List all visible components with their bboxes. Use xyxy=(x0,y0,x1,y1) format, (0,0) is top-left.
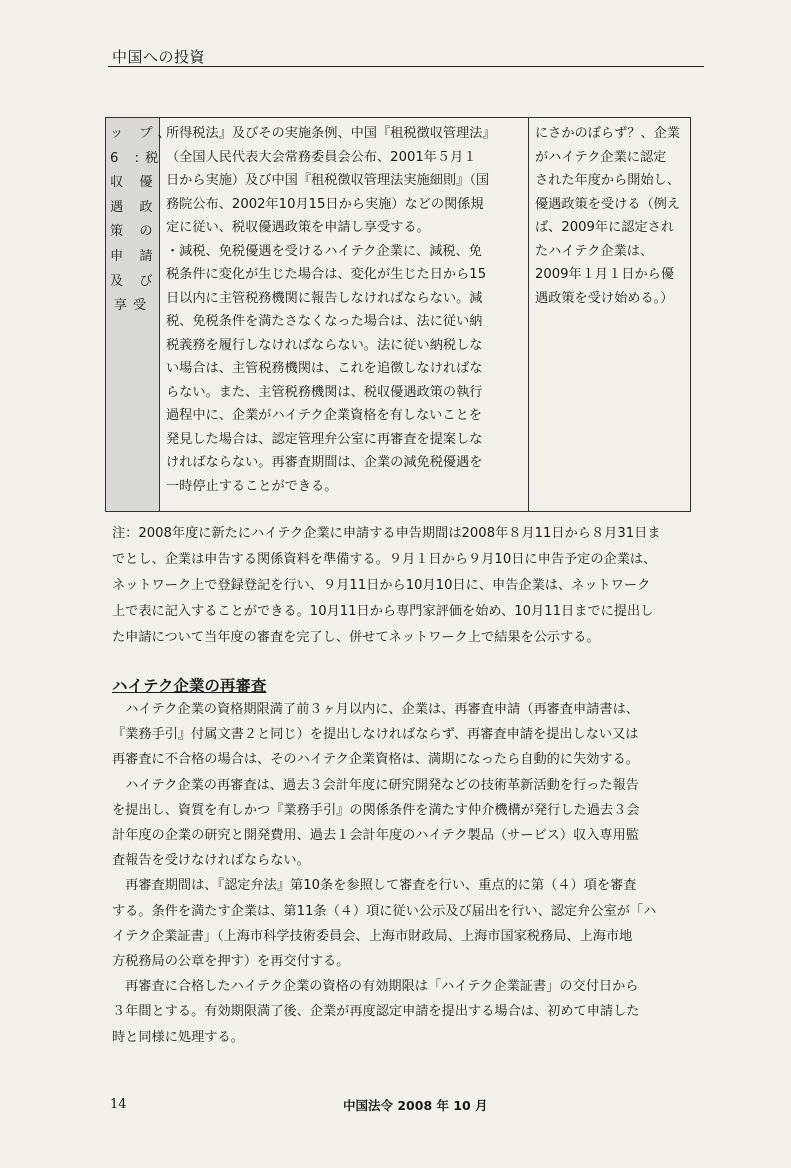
content-text: 所得税法』及びその実施条例、中国『租税徴収管理法』 （全国人民代表大会常務委員会公布、2001年５月１ 日から実施）及び中国『租税徴収管理法実施細則』（国 務院公布、2002年10月15日から実施）などの関係規 定に従い、税収優遇政策を申請し享受する。 ・減税、免税優遇を受けるハイテク企業に、減税、免 税条件に変化が生じた場合は、変化が生じた日から15 日以内に主管税務機関に報告しなければならない。減 税、免税条件を満たさなくなった場合は、法に従い納 税義務を履行しなければならない。法に従い納税しな い場合は、主管税務機関は、これを追徴しなければな らない。また、主管税務機関は、税収優遇政策の執行 過程中に、企業がハイテク企業資格を有しないことを 発見した場合は、認定管理弁公室に再審査を提案しな ければならない。再審査期間は、企業の減免税優遇を 一時停止することができる。 xyxy=(166,126,496,494)
category-line: 収 優 xyxy=(110,175,159,191)
section-body: ハイテク企業の資格期限満了前３ヶ月以内に、企業は、再審査申請（再審査申請書は、 『業務手引』付属文書２と同じ）を提出しなければならず、再審査申請を提出しない又は 再審査に不合格の場合は、そのハイテク企業資格は、満期になったら自動的に失効する。 ハイテク企業の再審査は、過去３会計年度に研究開発などの技術革新活動を行った報告 を提出し、資質を有しかつ『業務手引』の関係条件を満たす仲介機構が発行した過去３会 計年度の企業の研究と開発費用、過去１会計年度のハイテク製品（サービス）収入専用監 査報告を受けなければならない。 再審査期間は、『認定弁法』第10条を参照して審査を行い、重点的に第（４）項を審査 する。条件を満たす企業は、第11条（４）項に従い公示及び届出を行い、認定弁公室が「ハ イテク企業証書」（上海市科学技術委員会、上海市財政局、上海市国家税務局、上海市地 方税務局の公章を押す）を再交付する。 再審査に合格したハイテク企業の資格の有効期限は「ハイテク企業証書」の交付日から ３年間とする。有効期限満了後、企業が再度認定申請を提出する場合は、初めて申請した 時と同様に処理する。 xyxy=(112,702,657,1045)
page-number: 14 xyxy=(110,1097,127,1112)
footnote: 注：2008年度に新たにハイテク企業に申請する申告期間は2008年８月11日から８月31日ま でとし、企業は申告する関係資料を準備する。９月１日から９月10日に申告予定の企業は、 ネットワーク上で登録登記を行い、９月11日から10月10日に、申告企業は、ネットワーク 上で表に記入することができる。10月11日から専門家評価を始め、10月11日までに提出し た申請について当年度の審査を完了し、併せてネットワーク上で結果を公示する。 xyxy=(112,526,661,645)
content-cell xyxy=(160,118,529,512)
category-line: 6 :税 xyxy=(110,150,165,166)
category-line: 及 び xyxy=(110,273,159,289)
running-header: 中国への投資 xyxy=(112,48,206,66)
category-line: 申 請 xyxy=(110,248,159,264)
category-cell xyxy=(106,118,177,512)
section-heading: ハイテク企業の再審査 xyxy=(112,677,267,695)
table-row xyxy=(106,118,691,512)
remarks-cell xyxy=(529,118,691,512)
category-line: 遇 政 xyxy=(110,199,159,215)
publication-footer: 中国法令 2008 年 10 月 xyxy=(343,1098,488,1113)
category-line: 享受 xyxy=(113,298,153,314)
remarks-text: にさかのぼらず？、企業 がハイテク企業に認定 された年度から開始し、 優遇政策を受ける（例え ば、2009年に認定され たハイテク企業は、 2009年１月１日から優 遇政策を受け始める。） xyxy=(535,126,681,306)
category-line: 策 の xyxy=(110,224,159,240)
header-divider xyxy=(108,66,704,67)
tax-incentive-table xyxy=(105,117,691,512)
category-line: ッ プ、 xyxy=(110,126,177,141)
